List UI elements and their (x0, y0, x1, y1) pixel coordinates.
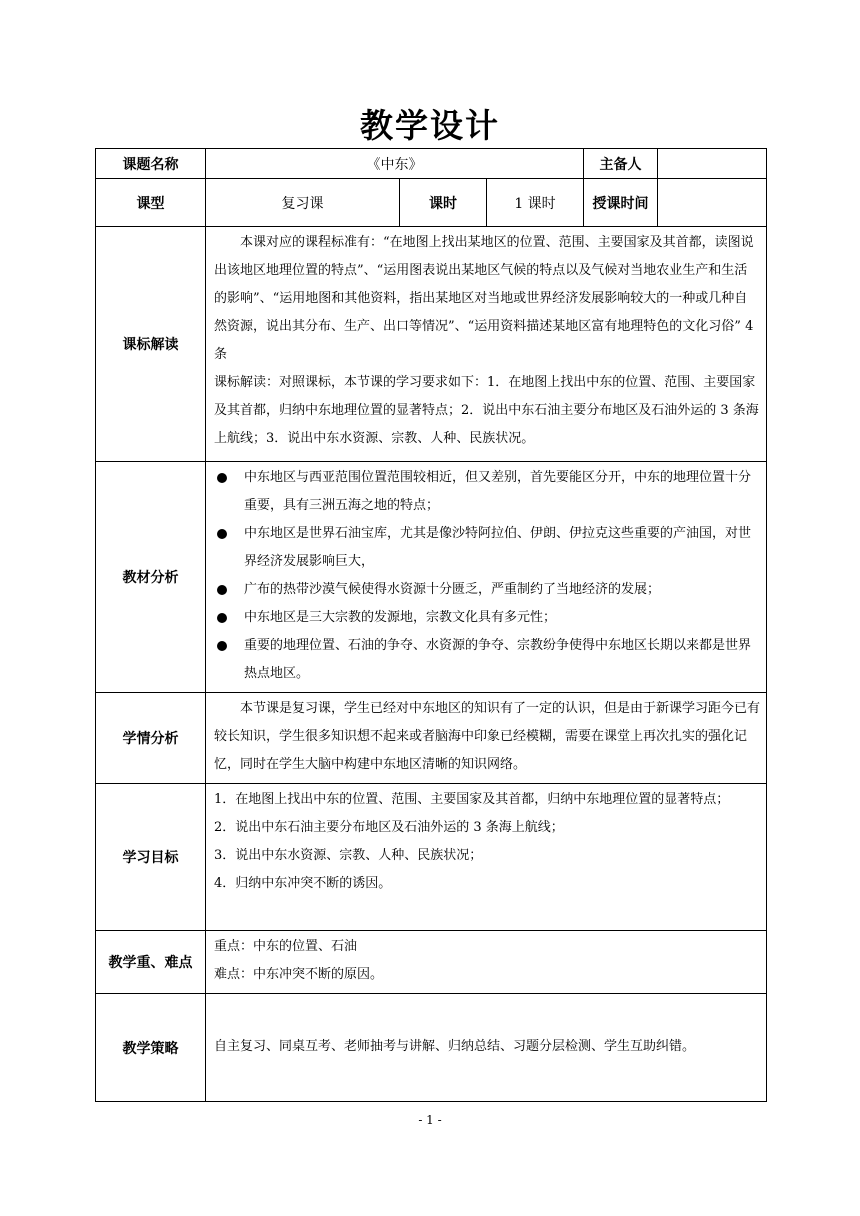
topic-value: 《中东》 (206, 149, 584, 179)
keypoints-content (206, 931, 767, 994)
students-row (96, 693, 767, 784)
document-title: 教学设计 (360, 106, 500, 145)
standards-label: 课标解读 (96, 227, 206, 462)
strategy-content (206, 994, 767, 1102)
students-label: 学情分析 (96, 693, 206, 784)
standards-row (96, 227, 767, 462)
standards-content (206, 227, 767, 462)
type-row (96, 179, 767, 227)
page-number: - 1 - (418, 1113, 442, 1127)
students-content (206, 693, 767, 784)
topic-label: 课题名称 (96, 149, 206, 179)
list-item: 中东地区与西亚范围位置范围较相近，但又差别，首先要能区分开，中东的地理位置十分重要，具有三洲五海之地的特点； (214, 464, 760, 520)
objectives-row (96, 784, 767, 931)
lesson-plan-table (95, 148, 767, 1102)
materials-content (206, 462, 767, 693)
hours-label: 课时 (400, 179, 487, 227)
standards-interpretation: 课标解读：对照课标，本节课的学习要求如下：1．在地图上找出中东的位置、范围、主要国家及其首都，归纳中东地理位置的显著特点；2．说出中东石油主要分布地区及石油外运的 3 条海上航线；3．说出中东水资源、宗教、人种、民族状况。 (214, 375, 759, 446)
hours-value: 1 课时 (487, 179, 584, 227)
list-item: 3．说出中东水资源、宗教、人种、民族状况； (214, 848, 483, 863)
materials-label: 教材分析 (96, 462, 206, 693)
time-label: 授课时间 (584, 179, 658, 227)
materials-list (214, 464, 760, 688)
strategy-label: 教学策略 (96, 994, 206, 1102)
keypoints-label: 教学重、难点 (96, 931, 206, 994)
time-value (658, 179, 767, 227)
list-item: 中东地区是世界石油宝库，尤其是像沙特阿拉伯、伊朗、伊拉克这些重要的产油国，对世界经济发展影响巨大， (214, 520, 760, 576)
list-item: 2．说出中东石油主要分布地区及石油外运的 3 条海上航线； (214, 820, 564, 835)
students-text: 本节课是复习课，学生已经对中东地区的知识有了一定的认识，但是由于新课学习距今已有较长知识，学生很多知识想不起来或者脑海中印象已经模糊，需要在课堂上再次扎实的强化记忆，同时在学生大脑中构建中东地区清晰的知识网络。 (214, 701, 761, 772)
preparer-label: 主备人 (584, 149, 658, 179)
key-point: 重点：中东的位置、石油 (214, 939, 358, 954)
type-value: 复习课 (206, 179, 400, 227)
standards-paragraph: 本课对应的课程标准有：“在地图上找出某地区的位置、范围、主要国家及其首都，读图说出该地区地理位置的特点”、“运用图表说出某地区气候的特点以及气候对当地农业生产和生活的影响”、“运用地图和其他资料，指出某地区对当地或世界经济发展影响较大的一种或几种自然资源，说出其分布、生产、出口等情况”、“运用资料描述某地区富有地理特色的文化习俗” 4 条 (214, 235, 754, 362)
topic-row (96, 149, 767, 179)
list-item: 1．在地图上找出中东的位置、范围、主要国家及其首都，归纳中东地理位置的显著特点； (214, 792, 730, 807)
objectives-content (206, 784, 767, 931)
list-item: 重要的地理位置、石油的争夺、水资源的争夺、宗教纷争使得中东地区长期以来都是世界热点地区。 (214, 632, 760, 688)
preparer-value (658, 149, 767, 179)
difficult-point: 难点：中东冲突不断的原因。 (214, 967, 384, 982)
type-label: 课型 (96, 179, 206, 227)
list-item: 广布的热带沙漠气候使得水资源十分匮乏，严重制约了当地经济的发展； (214, 576, 760, 604)
keypoints-row (96, 931, 767, 994)
objectives-label: 学习目标 (96, 784, 206, 931)
list-item: 中东地区是三大宗教的发源地，宗教文化具有多元性； (214, 604, 760, 632)
materials-row (96, 462, 767, 693)
list-item: 4．归纳中东冲突不断的诱因。 (214, 876, 392, 891)
strategy-row (96, 994, 767, 1102)
strategy-text: 自主复习、同桌互考、老师抽考与讲解、归纳总结、习题分层检测、学生互助纠错。 (214, 1038, 696, 1054)
